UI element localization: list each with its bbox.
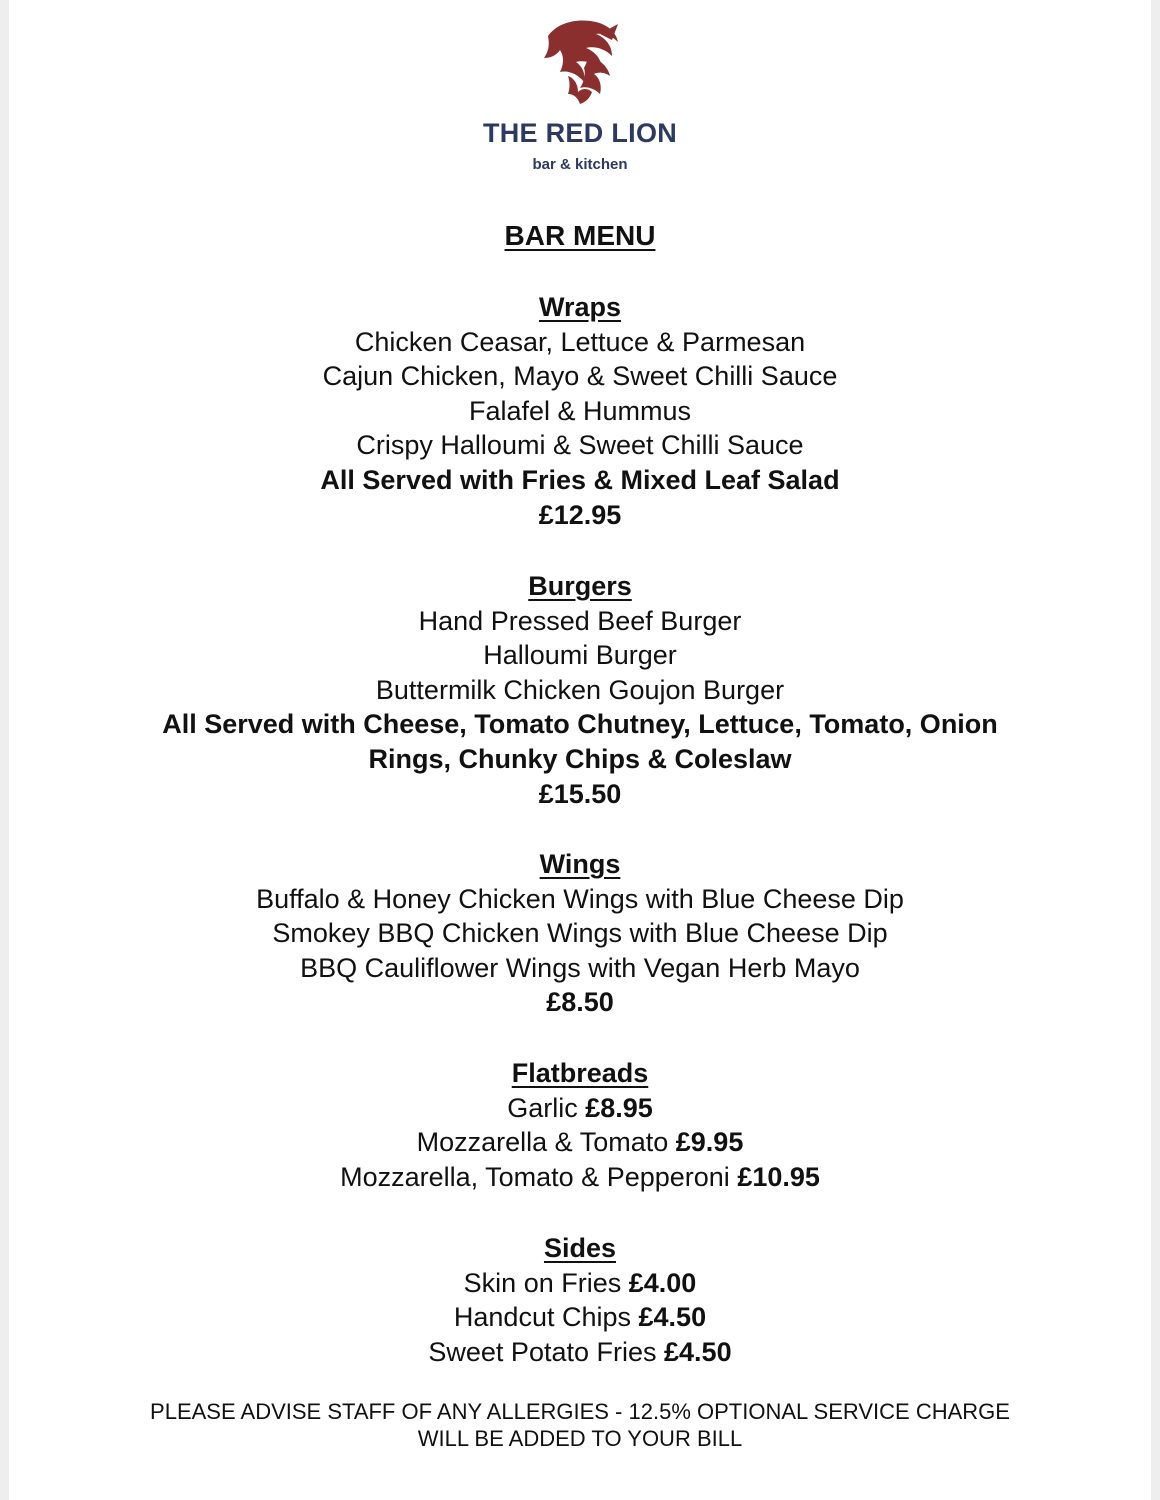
allergy-notice-line-2: WILL BE ADDED TO YOUR BILL (417, 1426, 743, 1451)
item-price: £4.50 (664, 1336, 732, 1367)
menu-title: BAR MENU (504, 220, 656, 251)
brand-name: THE RED LION (482, 118, 678, 148)
menu-item: Buttermilk Chicken Goujon Burger (375, 674, 785, 705)
section-heading-wraps: Wraps (538, 292, 622, 322)
flatbreads-section (0, 1056, 1160, 1194)
menu-item (0, 1125, 1160, 1160)
item-price: £10.95 (737, 1161, 820, 1192)
burgers-section (0, 569, 1160, 811)
item-name: Garlic (507, 1092, 578, 1123)
wraps-note: All Served with Fries & Mixed Leaf Salad (320, 464, 840, 495)
item-name: Handcut Chips (453, 1302, 631, 1333)
lion-head-icon (538, 16, 622, 104)
menu-item (0, 1335, 1160, 1370)
menu-item: Cajun Chicken, Mayo & Sweet Chilli Sauce (322, 361, 838, 392)
menu-item: BBQ Cauliflower Wings with Vegan Herb Mayo (300, 952, 860, 983)
sides-section (0, 1231, 1160, 1369)
item-name: Mozzarella, Tomato & Pepperoni (340, 1161, 730, 1192)
wraps-section (0, 290, 1160, 532)
menu-item: Chicken Ceasar, Lettuce & Parmesan (354, 326, 806, 357)
burgers-note-line-2: Rings, Chunky Chips & Coleslaw (368, 743, 792, 774)
menu-item (0, 1160, 1160, 1195)
item-name: Mozzarella & Tomato (416, 1127, 669, 1158)
item-price: £4.00 (628, 1267, 697, 1298)
burgers-note-line-1: All Served with Cheese, Tomato Chutney, Lettuce, Tomato, Onion (162, 709, 998, 740)
item-price: £9.95 (675, 1127, 744, 1158)
item-price: £4.50 (638, 1302, 707, 1333)
allergy-notice-line-1: PLEASE ADVISE STAFF OF ANY ALLERGIES - 12.5% OPTIONAL SERVICE CHARGE (150, 1399, 1010, 1424)
menu-item: Smokey BBQ Chicken Wings with Blue Cheese Dip (272, 918, 888, 949)
item-name: Skin on Fries (463, 1267, 622, 1298)
menu-item: Buffalo & Honey Chicken Wings with Blue Cheese Dip (256, 883, 904, 914)
menu-item (0, 1300, 1160, 1335)
menu-item (0, 1091, 1160, 1126)
menu-item: Crispy Halloumi & Sweet Chilli Sauce (356, 430, 804, 461)
wings-section (0, 847, 1160, 1020)
wraps-price: £12.95 (538, 499, 622, 530)
allergy-notice (0, 1398, 1160, 1452)
section-heading-sides: Sides (543, 1233, 617, 1263)
section-heading-burgers: Burgers (528, 571, 632, 601)
item-price: £8.95 (585, 1092, 653, 1123)
burgers-price: £15.50 (538, 778, 622, 809)
menu-item: Falafel & Hummus (468, 395, 692, 426)
section-heading-wings: Wings (539, 849, 621, 879)
wings-price: £8.50 (546, 987, 614, 1018)
menu-item: Halloumi Burger (483, 640, 677, 671)
item-name: Sweet Potato Fries (428, 1336, 657, 1367)
menu-item: Hand Pressed Beef Burger (418, 605, 742, 636)
menu-item (0, 1266, 1160, 1301)
section-heading-flatbreads: Flatbreads (511, 1058, 649, 1088)
brand-subtitle: bar & kitchen (532, 156, 628, 173)
